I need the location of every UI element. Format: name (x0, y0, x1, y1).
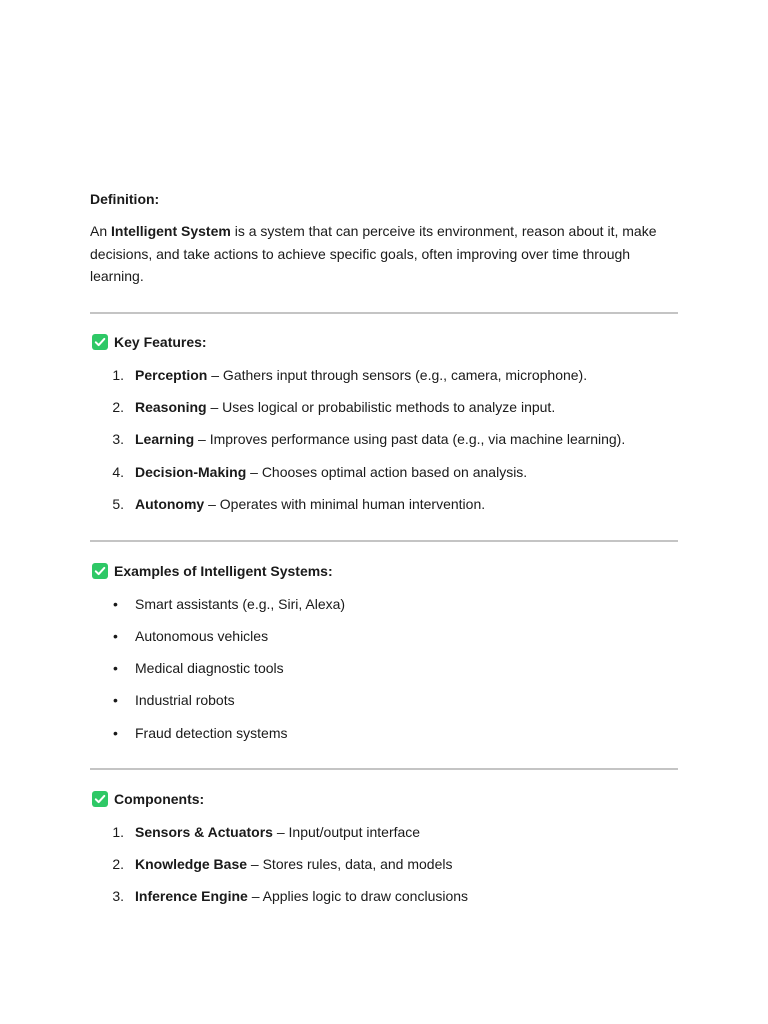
list-term: Reasoning (135, 399, 207, 415)
list-number: 5. (112, 496, 124, 512)
section-divider (90, 768, 678, 770)
bullet-icon: • (113, 660, 118, 676)
examples-heading-label: Examples of Intelligent Systems: (114, 563, 333, 579)
components-heading (92, 790, 204, 808)
list-term: Perception (135, 367, 208, 383)
list-term: Knowledge Base (135, 856, 248, 872)
bullet-icon: • (113, 628, 118, 644)
definition-paragraph (90, 220, 678, 288)
list-number: 2. (112, 399, 124, 415)
components-heading-label: Components: (114, 791, 205, 807)
list-desc: – Improves performance using past data (e.g., via machine learning). (194, 431, 626, 447)
definition-prefix: An (90, 223, 112, 239)
definition-heading: Definition: (90, 191, 160, 207)
key-features-heading-label: Key Features: (114, 334, 207, 350)
check-box-icon (92, 334, 108, 350)
list-term: Inference Engine (135, 888, 248, 904)
check-box-icon (92, 563, 108, 579)
list-number: 2. (112, 856, 124, 872)
examples-heading (92, 562, 333, 580)
bullet-icon: • (113, 692, 118, 708)
bullet-text: Fraud detection systems (135, 725, 288, 741)
list-term: Decision-Making (135, 464, 247, 480)
bullet-text: Medical diagnostic tools (135, 660, 284, 676)
list-term: Sensors & Actuators (135, 824, 273, 840)
check-box-icon (92, 791, 108, 807)
list-number: 1. (112, 824, 124, 840)
bullet-icon: • (113, 725, 118, 741)
bullet-text: Autonomous vehicles (135, 628, 269, 644)
list-number: 3. (112, 888, 124, 904)
list-term: Autonomy (135, 496, 205, 512)
section-divider (90, 312, 678, 314)
section-divider (90, 540, 678, 542)
list-desc: – Stores rules, data, and models (247, 856, 453, 872)
definition-body: is a system that can perceive its environment, reason about it, make decisions, and take actions to achieve specific goals, often improving over time through learning. (90, 223, 657, 284)
bullet-text: Smart assistants (e.g., Siri, Alexa) (135, 596, 346, 612)
bullet-icon: • (113, 596, 118, 612)
list-term: Learning (135, 431, 195, 447)
list-number: 3. (112, 431, 124, 447)
list-number: 1. (112, 367, 124, 383)
list-number: 4. (112, 464, 124, 480)
list-desc: – Input/output interface (272, 824, 421, 840)
definition-term: Intelligent System (111, 223, 231, 239)
list-desc: – Uses logical or probabilistic methods to analyze input. (206, 399, 556, 415)
list-desc: – Applies logic to draw conclusions (247, 888, 469, 904)
list-desc: – Gathers input through sensors (e.g., camera, microphone). (207, 367, 588, 383)
list-desc: – Operates with minimal human intervention. (204, 496, 486, 512)
key-features-heading (92, 333, 207, 351)
list-desc: – Chooses optimal action based on analysis. (246, 464, 528, 480)
bullet-text: Industrial robots (135, 692, 235, 708)
